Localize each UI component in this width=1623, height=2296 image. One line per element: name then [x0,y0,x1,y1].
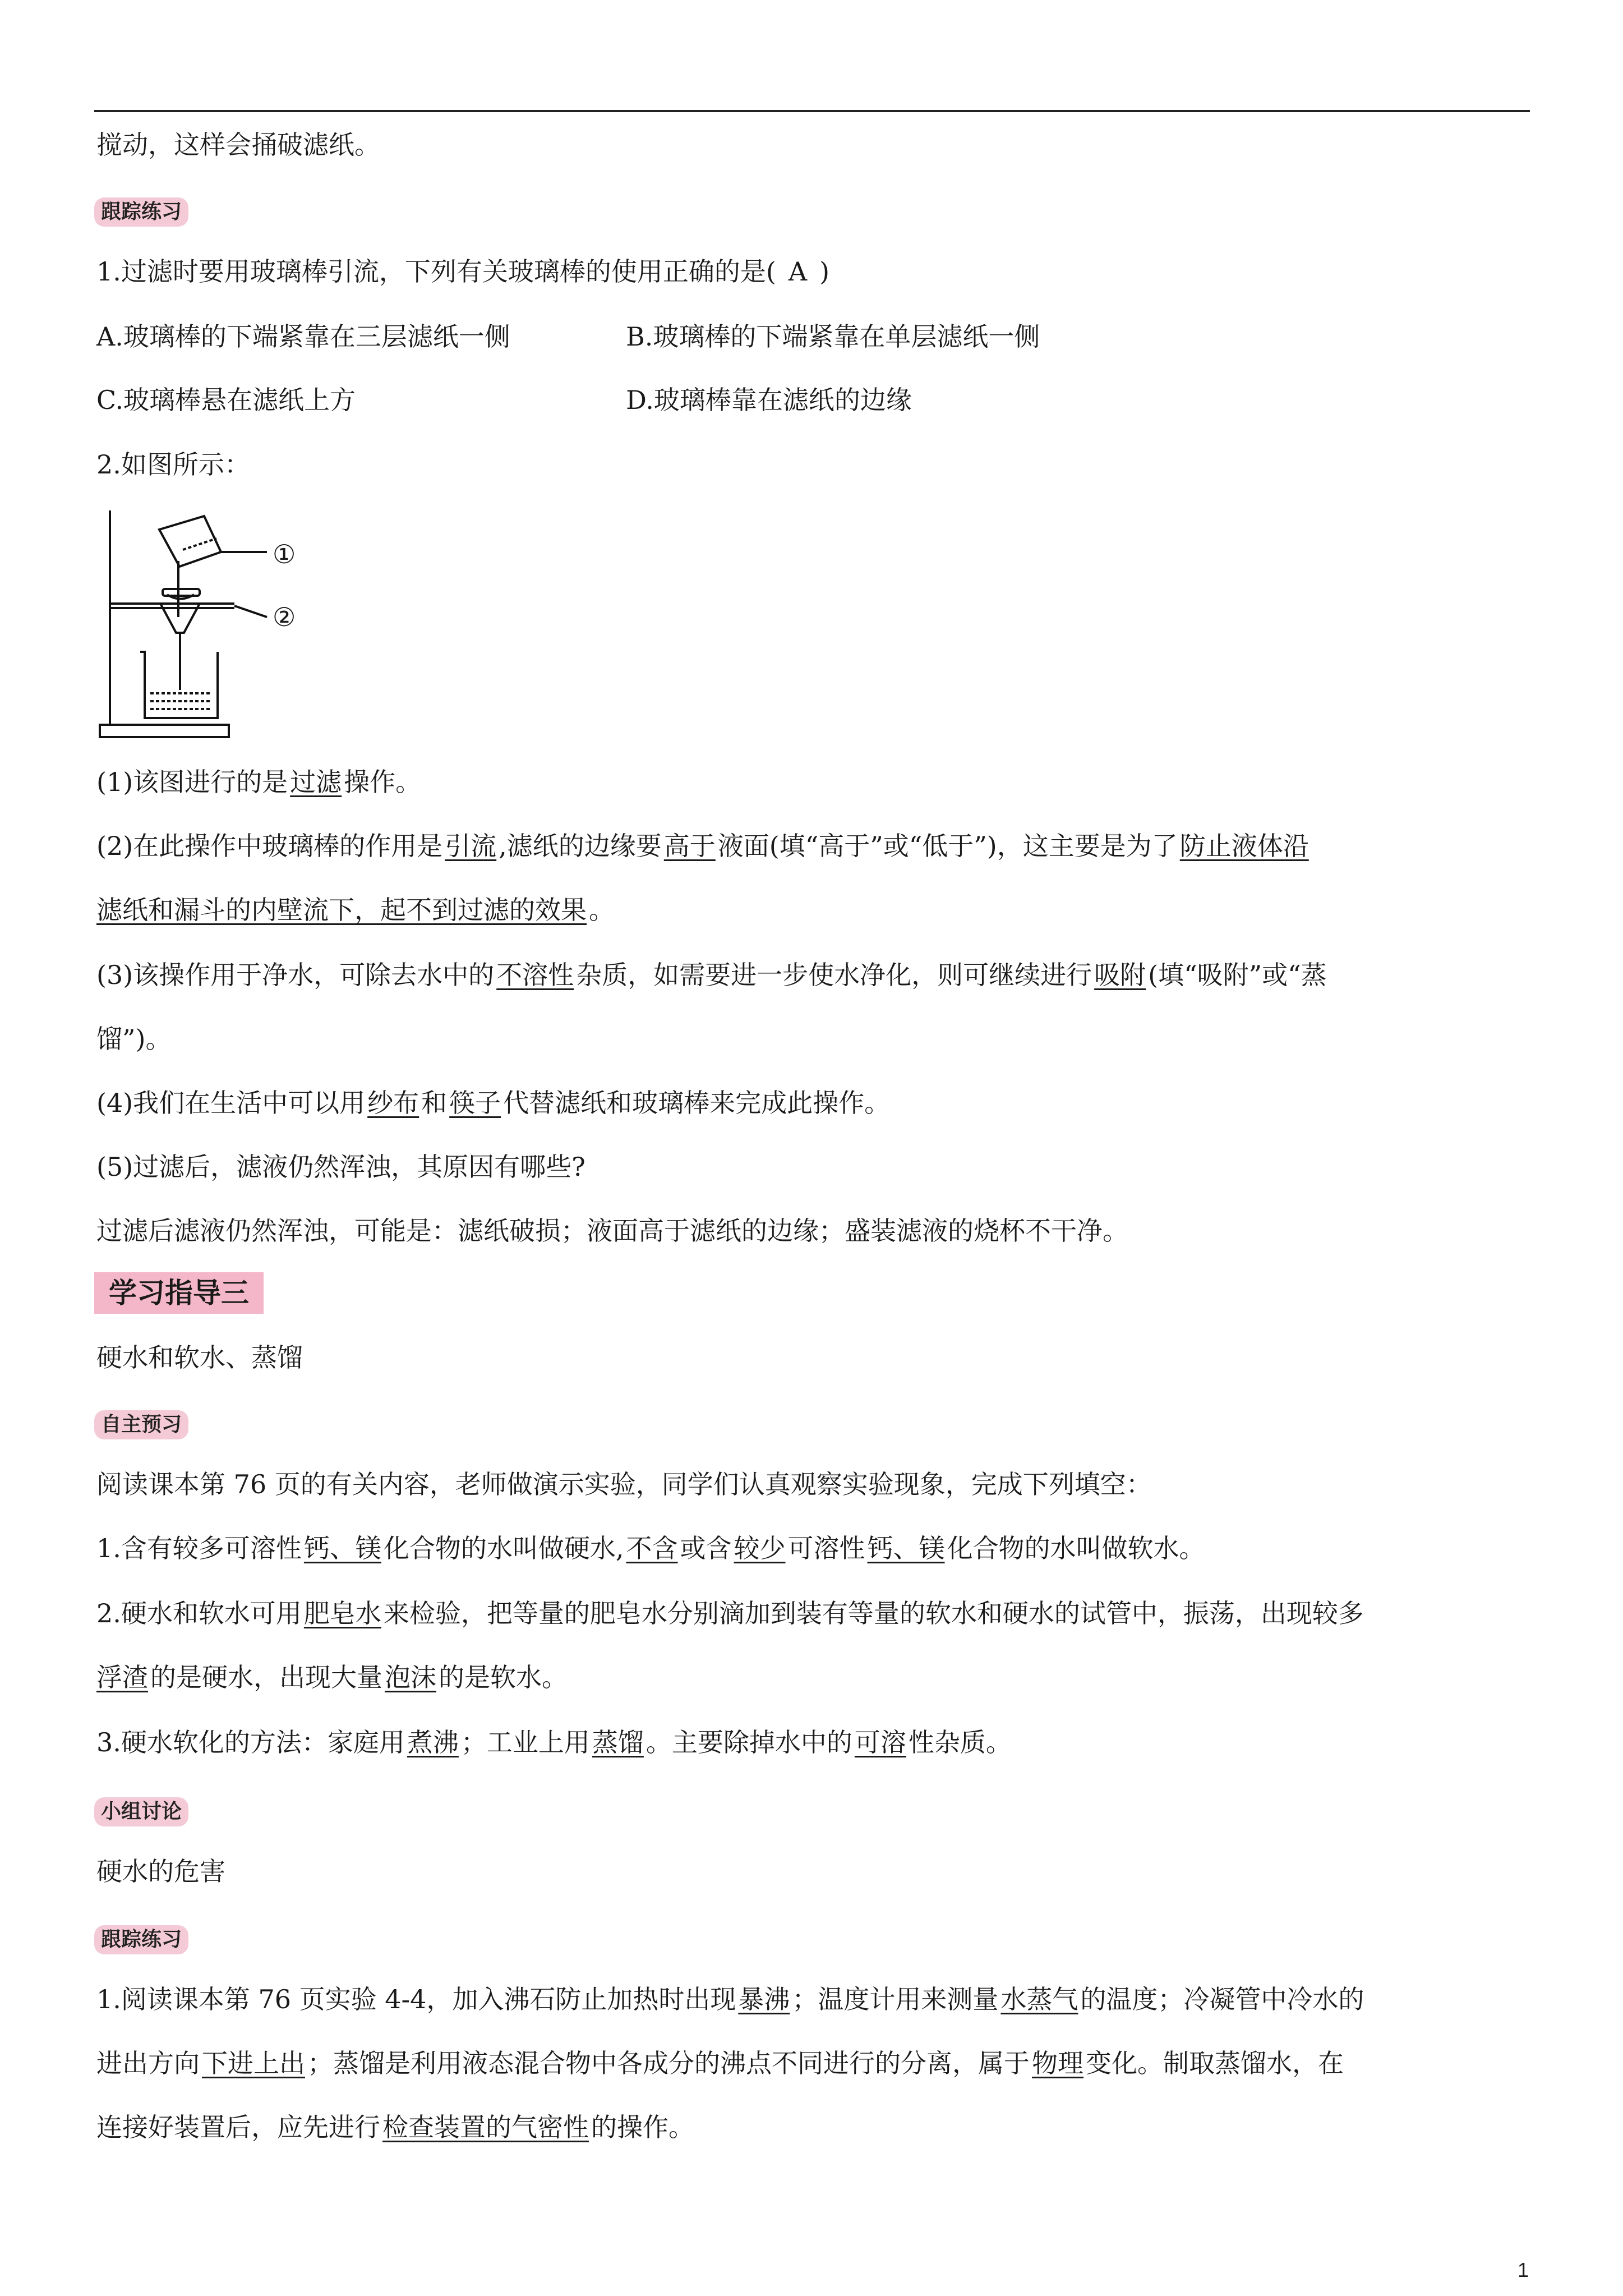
answer-blank: 不含 [626,1533,678,1563]
discussion-tag: 小组讨论 [94,1797,188,1826]
preview-item-2: 2.硬水和软水可用肥皂水来检验，把等量的肥皂水分别滴加到装有等量的软水和硬水的试管中，振荡，出现较多 [96,1598,1364,1628]
question-2-stem: 2.如图所示： [96,449,250,480]
option-b: B.玻璃棒的下端紧靠在单层滤纸一侧 [626,321,1040,352]
discussion-topic: 硬水的危害 [96,1856,225,1887]
question-1-stem: 1.过滤时要用玻璃棒引流，下列有关玻璃棒的使用正确的是( A ) [96,256,830,287]
answer-blank: 较少 [734,1533,786,1563]
q2-part-2: (2)在此操作中玻璃棒的作用是引流,滤纸的边缘要高于液面(填“高于”或“低于”)，这主要是为了防止液体沿 [96,829,1311,863]
q2-part-4: (4)我们在生活中可以用纱布和筷子代替滤纸和玻璃棒来完成此操作。 [96,1088,891,1118]
question-1-answer: A [788,256,808,287]
q2-part-3-cont: 馏”)。 [96,1024,172,1054]
figure-label-2: ② [273,602,296,632]
q2-part-3: (3)该操作用于净水，可除去水中的不溶性杂质，如需要进一步使水净化，则可继续进行吸附(填“吸附”或“蒸 [96,960,1327,990]
answer-blank: 钙、镁 [867,1533,945,1563]
answer-blank: 高于 [663,831,716,861]
answer-blank: 防止液体沿 [1179,831,1309,861]
preview-tag: 自主预习 [94,1410,188,1439]
intro-line: 搅动，这样会捅破滤纸。 [96,130,380,160]
answer-blank: 滤纸和漏斗的内壁流下，起不到过滤的效果 [96,895,587,925]
answer-blank: 水蒸气 [1000,1984,1078,2014]
answer-blank: 纱布 [367,1088,419,1118]
tracking-item-1-cont: 进出方向下进上出；蒸馏是利用液态混合物中各成分的沸点不同进行的分离，属于物理变化。制取蒸馏水，在 [96,2048,1344,2078]
answer-blank: 筷子 [449,1088,501,1118]
answer-blank: 肥皂水 [303,1598,381,1628]
tracking-item-1-end: 连接好装置后，应先进行检查装置的气密性的操作。 [96,2112,694,2142]
answer-blank: 吸附 [1094,960,1146,990]
q2-part-5-answer: 过滤后滤液仍然浑浊，可能是：滤纸破损；液面高于滤纸的边缘；盛装滤液的烧杯不干净。 [96,1216,1128,1246]
answer-blank: 暴沸 [738,1984,790,2014]
q2-part-2-cont: 滤纸和漏斗的内壁流下，起不到过滤的效果。 [96,895,615,925]
answer-blank: 不溶性 [496,960,574,990]
answer-blank: 检查装置的气密性 [382,2112,589,2142]
option-d: D.玻璃棒靠在滤纸的边缘 [626,385,912,415]
header-rule [94,110,1530,112]
answer-blank: 浮渣 [96,1662,148,1692]
option-a: A.玻璃棒的下端紧靠在三层滤纸一侧 [96,321,510,352]
answer-blank: 引流 [445,831,497,861]
answer-blank: 过滤 [290,767,342,797]
answer-blank: 可溶 [854,1727,906,1757]
answer-blank: 物理 [1032,2048,1083,2078]
q2-part-5: (5)过滤后，滤液仍然浑浊，其原因有哪些? [96,1152,585,1182]
answer-blank: 煮沸 [407,1727,459,1757]
preview-item-1: 1.含有较多可溶性钙、镁化合物的水叫做硬水,不含或含较少可溶性钙、镁化合物的水叫做软水。 [96,1533,1205,1563]
tracking-item-1: 1.阅读课本第 76 页实验 4-4，加入沸石防止加热时出现暴沸；温度计用来测量水蒸气的温度；冷凝管中冷水的 [96,1984,1364,2014]
figure-label-1: ① [273,539,296,569]
section-title: 学习指导三 [94,1272,264,1314]
practice-tag-2: 跟踪练习 [94,1925,188,1954]
preview-item-2-cont: 浮渣的是硬水，出现大量泡沫的是软水。 [96,1662,568,1692]
option-c: C.玻璃棒悬在滤纸上方 [96,385,356,415]
preview-intro: 阅读课本第 76 页的有关内容，老师做演示实验，同学们认真观察实验现象，完成下列填空： [96,1469,1152,1499]
section-subtitle: 硬水和软水、蒸馏 [96,1342,303,1373]
practice-tag-1: 跟踪练习 [94,197,188,227]
preview-item-3: 3.硬水软化的方法：家庭用煮沸；工业上用蒸馏。主要除掉水中的可溶性杂质。 [96,1727,1012,1757]
answer-blank: 钙、镁 [303,1533,381,1563]
q2-part-1: (1)该图进行的是过滤操作。 [96,767,422,797]
page-number: 1 [1518,2258,1529,2281]
answer-blank: 下进上出 [202,2048,305,2078]
answer-blank: 泡沫 [385,1662,436,1692]
answer-blank: 蒸馏 [592,1727,644,1757]
